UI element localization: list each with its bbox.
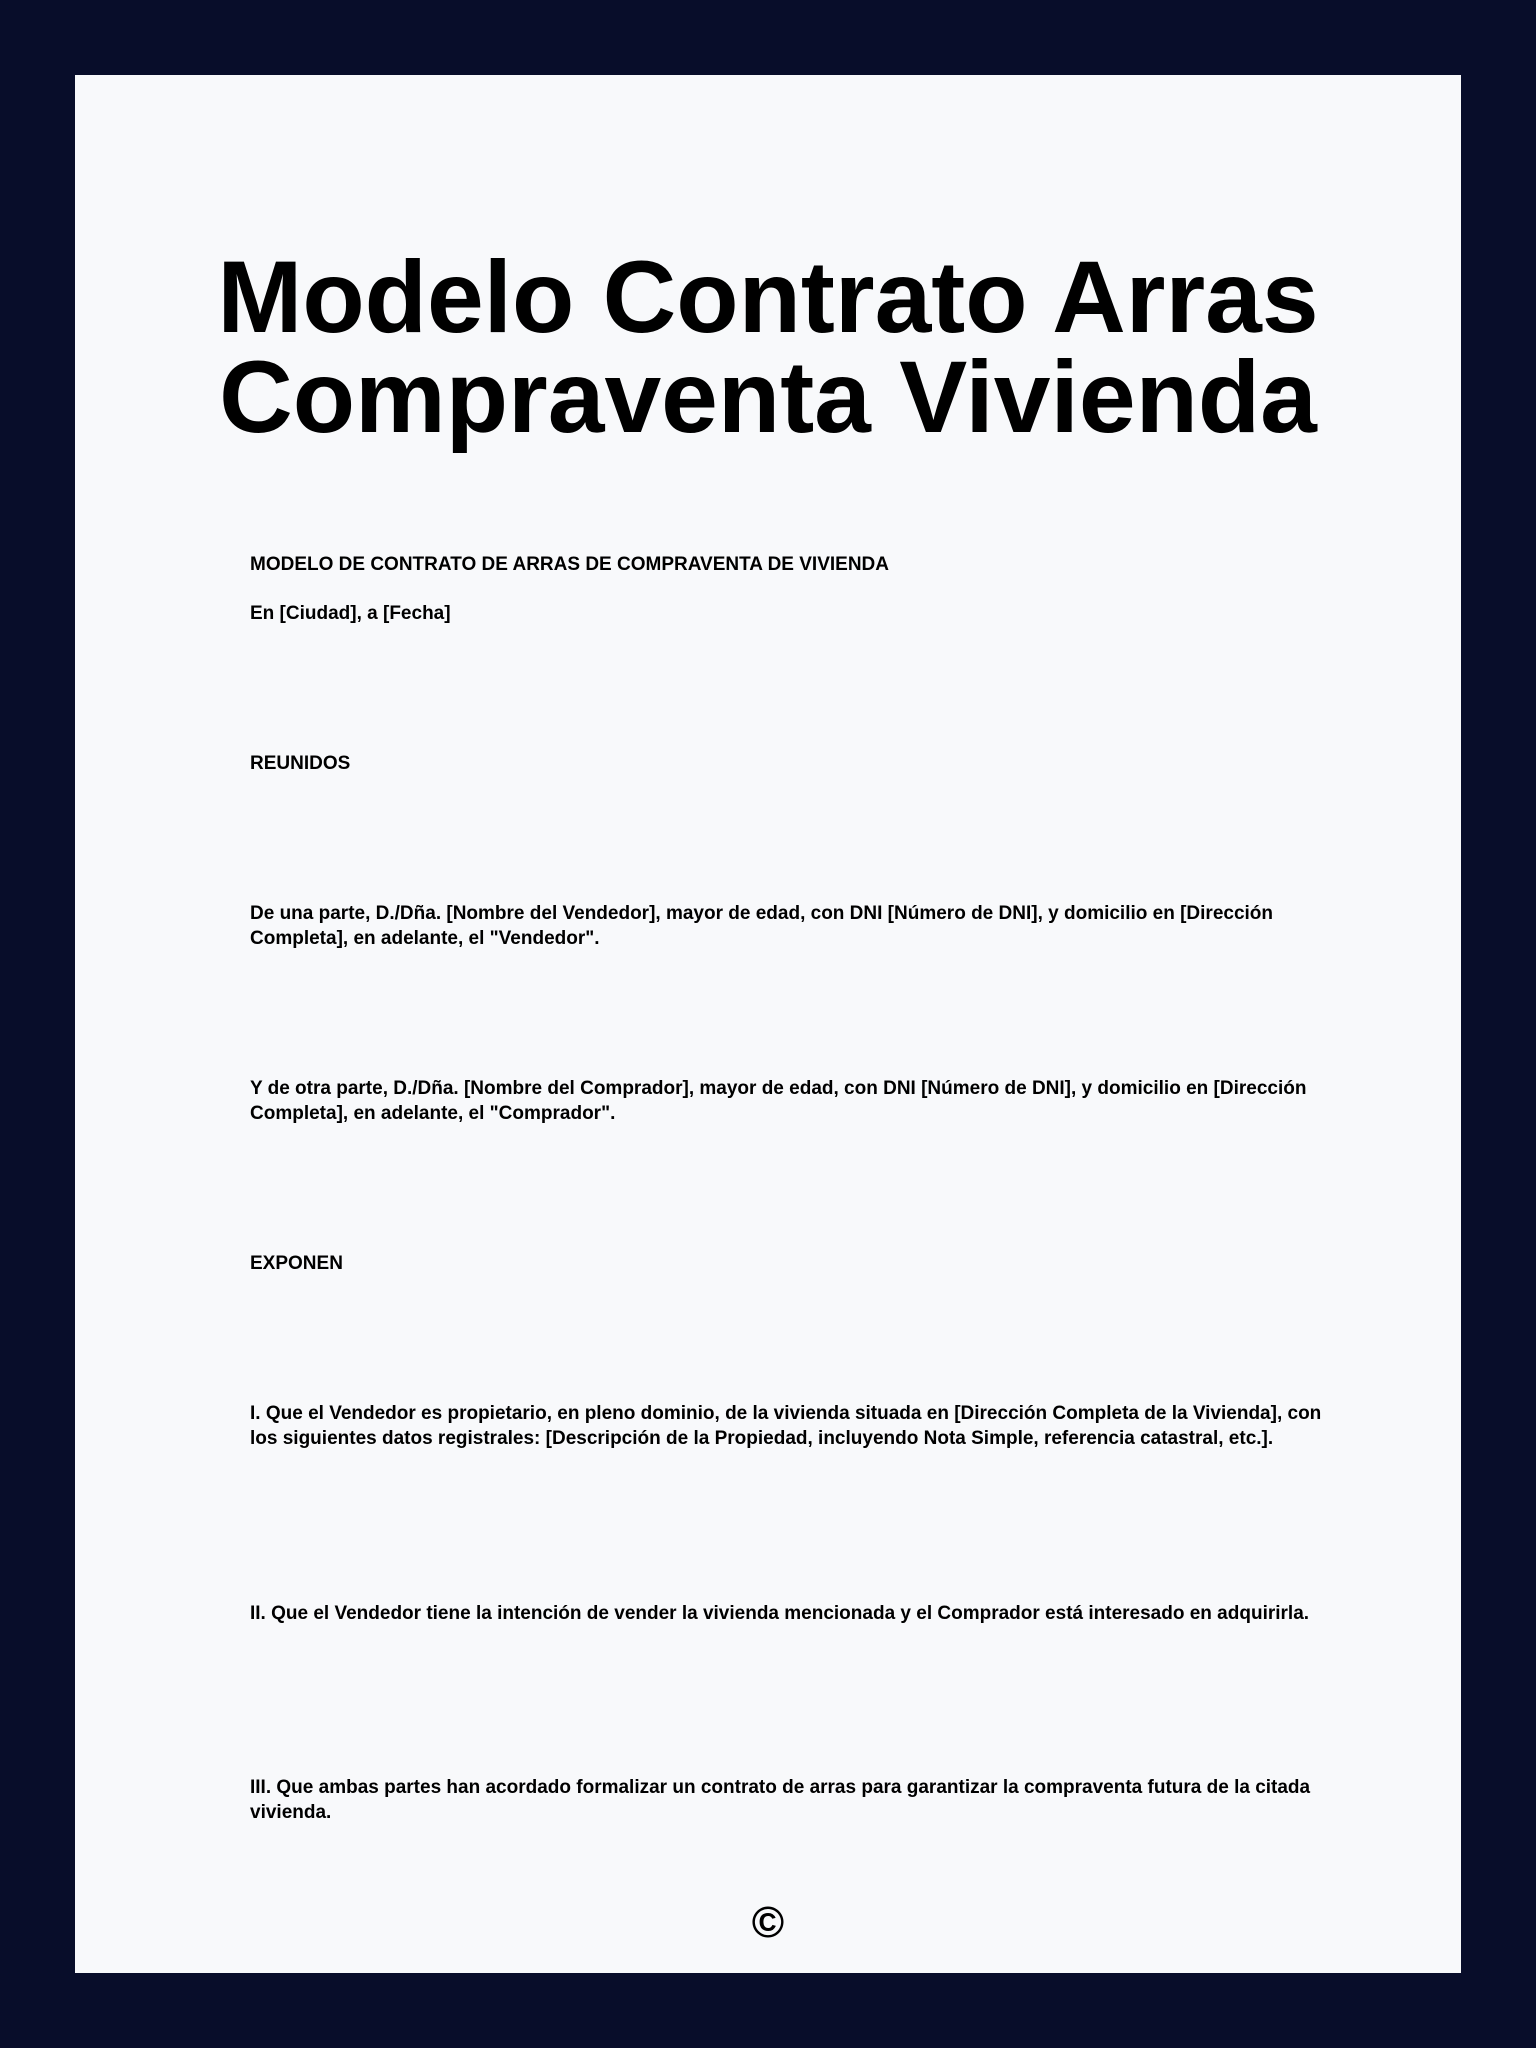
contract-heading: MODELO DE CONTRATO DE ARRAS DE COMPRAVENTA DE VIVIENDA xyxy=(250,554,889,575)
clause-1-paragraph: I. Que el Vendedor es propietario, en pleno dominio, de la vivienda situada en [Dirección Completa de la Vivienda], con los siguientes datos registrales: [Descripción de la Propiedad, incluyendo Nota Simple, referencia catastral, etc.]. xyxy=(250,1403,1322,1449)
document-title-line-2: Compraventa Vivienda xyxy=(219,340,1317,454)
document-title-line-1: Modelo Contrato Arras xyxy=(217,240,1319,354)
document-title xyxy=(75,240,1461,454)
section-reunidos: REUNIDOS xyxy=(250,753,351,774)
clause-3-paragraph: III. Que ambas partes han acordado formalizar un contrato de arras para garantizar la compraventa futura de la citada vivienda. xyxy=(250,1777,1311,1823)
copyright-icon: © xyxy=(751,1898,785,1947)
seller-party-paragraph: De una parte, D./Dña. [Nombre del Vendedor], mayor de edad, con DNI [Número de DNI], y domicilio en [Dirección Completa], en adelante, el "Vendedor". xyxy=(250,903,1274,949)
place-date-line: En [Ciudad], a [Fecha] xyxy=(250,603,451,624)
section-exponen: EXPONEN xyxy=(250,1253,343,1274)
clause-2-paragraph: II. Que el Vendedor tiene la intención de vender la vivienda mencionada y el Comprador está interesado en adquirirla. xyxy=(250,1603,1310,1624)
document-page xyxy=(75,75,1461,1973)
buyer-party-paragraph: Y de otra parte, D./Dña. [Nombre del Comprador], mayor de edad, con DNI [Número de DNI], y domicilio en [Dirección Completa], en adelante, el "Comprador". xyxy=(250,1078,1307,1124)
